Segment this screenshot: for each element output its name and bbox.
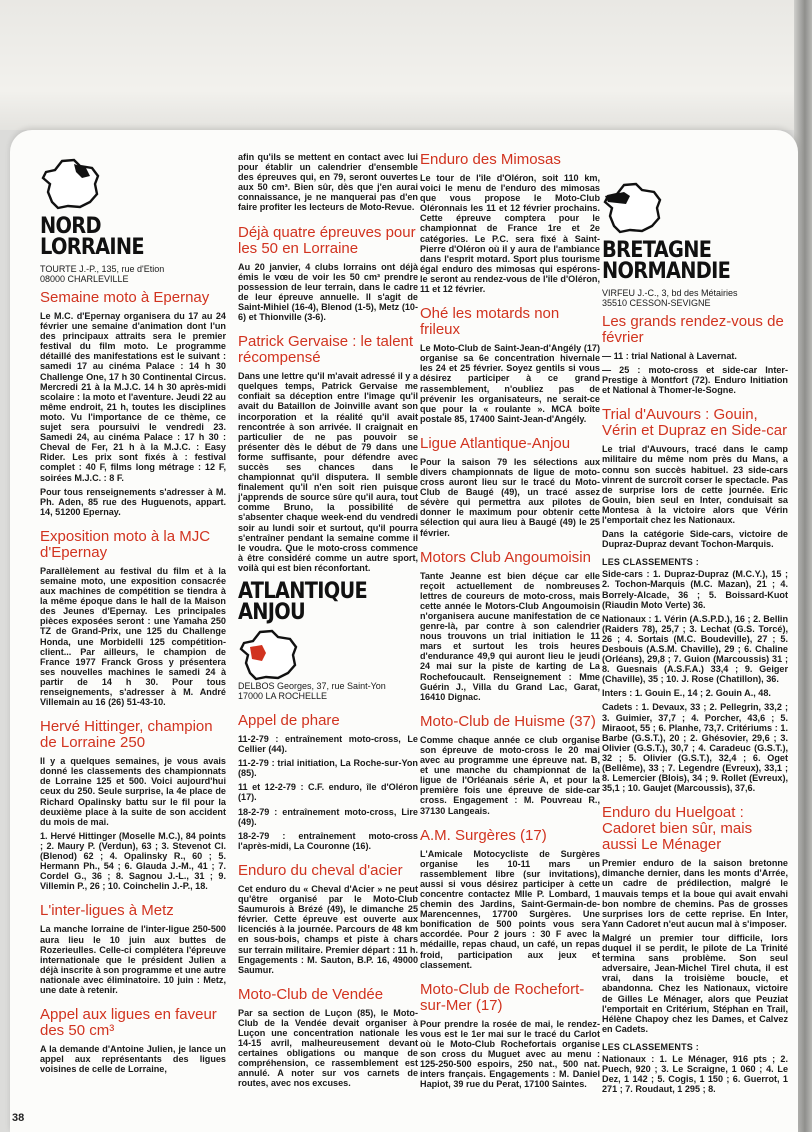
article-title: Appel de phare [238, 712, 340, 729]
article-paragraph: 1. Hervé Hittinger (Moselle M.C.), 84 points ; 2. Maury P. (Verdun), 63 ; 3. Stevenot Cl. (Blenod) 62 ; 4. Opalinsky R., 60 ; 5. Hermann Ph., 54 ; 6. Glauda J.-M., 41 ; 7. Cordel G., 36 ; 8. Sagnou J.-L., 31 ; 9. Villemin P., 26 ; 10. Coinchelin J.-P., 18. [40, 830, 226, 892]
article-title: Exposition moto à la MJC d'Epernay [40, 527, 211, 561]
address-line: VIRFEU J.-C., 3, bd des Métairies [602, 288, 738, 298]
page-top-margin [0, 0, 812, 130]
article-title: Appel aux ligues en faveur des 50 cm³ [40, 1006, 217, 1040]
article-paragraph: L'Amicale Motocycliste de Surgères organise les 10-11 mars un rassemblement libre (sur invitations), aussi si vous désirez participer à cette concentre contactez Mlle P. Lombard, 1 chemin des Jardins, Saint-Germain-de-Marencennes, 17700 Surgères. Une bonification de 500 points vous sera accordée. Pour 2 jours : 30 F avec la médaille, repas chaud, un café, un repas froid, participation aux jeux et classement. [420, 848, 600, 970]
results-paragraph: Inters : 1. Gouin E., 14 ; 2. Gouin A., 48. [602, 688, 771, 699]
article-title: Hervé Hittinger, champion de Lorraine 250 [40, 718, 213, 752]
region-heading: NORD LORRAINE [40, 214, 144, 260]
address-line: TOURTE J.-P., 135, rue d'Etion [40, 264, 165, 274]
article-title: Patrick Gervaise : le talent récompensé [238, 333, 414, 367]
article-title: L'inter-ligues à Metz [40, 902, 174, 920]
article-paragraph: Comme chaque année ce club organise son épreuve de moto-cross le 20 mai avec au programme une épreuve nat. B, et une manche du championnat de la ligue de l'Orléanais série A, et pour la première fois une épreuve de side-car cross. Engagement : M. Pouvreau R., 37130 Langeais. [420, 734, 600, 816]
region-heading: BRETAGNE NORMANDIE [602, 238, 731, 284]
results-heading: LES CLASSEMENTS : [602, 1041, 699, 1052]
continued-paragraph: afin qu'ils se mettent en contact avec lui pour établir un calendrier d'ensemble des épreuves qui, en 79, seront ouvertes aux 50 cm³. Bien sûr, dès que j'en aurai connaissance, je ne manquerai pas d'en faire profiter les lecteurs de Moto-Revue. [238, 152, 418, 213]
article-title: Trial d'Auvours : Gouin, Vérin et Dupraz en Side-car [602, 406, 788, 440]
article-title: Déjà quatre épreuves pour les 50 en Lorraine [238, 223, 416, 257]
article-title: Moto-Club de Vendée [238, 985, 384, 1003]
magazine-page [10, 130, 798, 1132]
article-title: Enduro du Huelgoat : Cadoret bien sûr, mais aussi Le Ménager [602, 804, 753, 854]
calendar-line: 11 et 12-2-79 : C.F. enduro, île d'Oléron (17). [238, 782, 418, 803]
france-map-icon [40, 158, 102, 210]
article-paragraph: Parallèlement au festival du film et à la semaine moto, une exposition consacrée aux machines de compétition se tiendra à la même époque dans le hall de la Maison des Jeunes d'Epernay. Les principales pièces exposées seront : une Yamaha 250 TZ de Grand-Prix, une 125 du Challenge Honda, une Morbidelli 125 compétition-client... Par ailleurs, le champion de France 1977 Franck Gross y présentera ses nouvelles machines le samedi 24 à partir de 14 h 30. Pour tous renseignements, s'adresser à M. André Villemain au 16 (26) 51-43-10. [40, 565, 226, 708]
article-paragraph: Pour prendre la rosée de mai, le rendez-vous est le 1er mai sur le tracé du Carlot où le Moto-Club Rochefortais organise son cross du Muguet avec au menu : 125-250-500 espoirs, 250 nat., 500 nat. inters français. Engagements : M. Daniel Hapiot, 39 rue du Perat, 17100 Saintes. [420, 1018, 600, 1090]
article-title: Enduro des Mimosas [420, 151, 561, 168]
article-paragraph: A la demande d'Antoine Julien, je lance un appel aux représentants des ligues voisines de celle de Lorraine, [40, 1044, 226, 1075]
article-paragraph: Par sa section de Luçon (85), le Moto-Club de la Vendée devait organiser à Luçon une concentration nationale les 14-15 avril, malheureusement devant certaines obligations ou manque de compréhension, ce rassemblement est annulé. A noter sur vos carnets de routes, avec nos excuses. [238, 1007, 418, 1089]
article-title: Ligue Atlantique-Anjou [420, 434, 571, 452]
calendar-line: 11-2-79 : trial initiation, La Roche-sur-Yon (85). [238, 758, 418, 779]
region-heading: ATLANTIQUE ANJOU [238, 579, 367, 625]
article-title: Moto-Club de Rochefort-sur-Mer (17) [420, 980, 585, 1014]
column-middle-right [420, 152, 600, 1093]
page-number: 38 [12, 1112, 25, 1124]
address-line: 17000 LA ROCHELLE [238, 691, 328, 701]
calendar-line: 18-2-79 : entraînement moto-cross, Lire (49). [238, 806, 418, 827]
address-line: 08000 CHARLEVILLE [40, 274, 129, 284]
column-middle-left [238, 152, 418, 1093]
france-map-icon [602, 182, 664, 234]
france-map-icon [238, 629, 300, 681]
results-heading: LES CLASSEMENTS : [602, 557, 699, 568]
article-paragraph: Malgré un premier tour difficile, lors duquel il se perdit, le pilote de La Trinité termina sans problème. Son seul adversaire, Jean-Michel Tirel chuta, il est vrai, dans la troisième boucle, et abandonna. Chez les Nationaux, victoire de Gilles Le Ménager, alors que Peuziat l'emportait en Critérium, Stéphan en Trail, Hélène Chapoy chez les Dames, et Calvez en Cadets. [602, 932, 788, 1034]
address-line: 35510 CESSON-SEVIGNE [602, 298, 711, 308]
article-paragraph: Cet enduro du « Cheval d'Acier » ne peut qu'être organisé par le Moto-Club Saumurois à Brézé (49), le dimanche 25 février. Cette épreuve est ouverte aux licenciés à la journée. Parcours de 48 km en sous-bois, champs et piste à chars sur terrain militaire. Premier départ : 11 h. Engagements : M. Sauton, B.P. 16, 49000 Saumur. [238, 883, 418, 975]
article-paragraph: Le Moto-Club de Saint-Jean-d'Angély (17) organise sa 6e concentration hivernale les 24 et 25 février. Soyez gentils si vous désirez participer à ce grand rassemblement, n'oubliez pas de prévenir les organisateurs, ne serait-ce que pour la « roulante ». MCA boîte postale 85, 17400 Saint-Jean-d'Angély. [420, 343, 600, 424]
results-paragraph: Nationaux : 1. Le Ménager, 916 pts ; 2. Puech, 920 ; 3. Le Scraigne, 1 060 ; 4. Le Dez, 1 142 ; 5. Cogis, 1 150 ; 6. Guerrot, 1 271 ; 7. Roudaut, 1 295 ; 8. [602, 1053, 788, 1095]
article-title: Motors Club Angoumoisin [420, 548, 591, 566]
correspondent-address [40, 264, 226, 284]
article-title: Ohé les motards non frileux [420, 305, 560, 339]
calendar-line: — 11 : trial National à Lavernat. [602, 351, 737, 361]
results-paragraph: Cadets : 1. Devaux, 33 ; 2. Pellegrin, 33,2 ; 3. Guimier, 37,7 ; 4. Porcher, 43,6 ; 5. Miraoot, 55 ; 6. Planhe, 73,7. Critériums : 1. Barbe (G.S.T.), 20 ; 2. Ghésovier, 29,6 ; 3. Olivier (G.S.T.), 30,7 ; 4. Caradeuc (G.S.T.), 32 ; 5. Olivier (G.S.T.), 32,4 ; 6. Oget (Bellême), 33 ; 7. Legendre (Evreux), 33,1 ; 8. Lemercier (Blois), 34 ; 9. Rollet (Evreux), 35,1 ; 10. Gaujet (Marcoussis), 37,6. [602, 702, 788, 794]
article-paragraph: Tante Jeanne est bien déçue car elle reçoit actuellement de nombreuses lettres de coureurs de moto-cross, mais cette année le Motors-Club Angoumoisin n'organisera aucune manifestation de ce genre-là, par contre à son calendrier nous trouvons un trial initiation le 11 mars et surtout les trois heures d'endurance 49,9 qui auront lieu le jeudi 24 mai sur la piste de karting de La Rochefoucault. Renseignement : Mme Guérin J., Villa du Grand Lac, Garat, 16410 Dignac. [420, 570, 600, 702]
article-title: Moto-Club de Huisme (37) [420, 712, 596, 730]
article-paragraph: Le M.C. d'Epernay organisera du 17 au 24 février une semaine d'animation dont l'un des principaux attraits sera le premier festival du film moto. Le programme détaillé des manifestations est le suivant : samedi 17 au cinéma Palace : 14 h 30 Challenge One, 17 h 30 Continental Circus. Mercredi 21 à la M.J.C. 14 h 30 après-midi scolaire : la moto et l'aventure. Jeudi 22 au même endroit, 21 h, toutes les disciplines moto. Vu l'importance de ce thème, ce sujet sera poursuivi le vendredi 23. Samedi 24, au cinéma Palace : 17 h 30 : Cheval de Fer, 21 h à la M.J.C. : Easy Rider. Les prix sont fixés à : festival complet : 40 F, films long métrage : 12 F, soirées M.J.C. : 8 F. [40, 311, 226, 483]
article-title: Les grands rendez-vous de février [602, 313, 784, 346]
article-paragraph: Dans une lettre qu'il m'avait adressé il y a quelques temps, Patrick Gervaise me confiait sa déception entre l'image qu'il avait du Bataillon de Joinville avant son incorporation et la réalité qu'il avait rencontrée à son arrivée. Il craignait en particulier de ne pas pouvoir se présenter dès le début de 79 dans une forme suffisante, pour défendre avec succès ses chances dans le championnat qu'il disputera. Il semble finalement qu'il n'en soit rien puisque j'apprends de source sûre qu'il aura, tout comme Bruno, la possibilité de s'absenter chaque week-end du vendredi soir au lundi soir et surtout, qu'il pourra s'entraîner pendant la semaine comme il le voudra. Que le moto-cross commence à être considéré comme un autre sport, voilà qui est bien réconfortant. [238, 371, 418, 573]
article-title: Semaine moto à Epernay [40, 289, 210, 306]
article-paragraph: Premier enduro de la saison bretonne dimanche dernier, dans les monts d'Arrée, un cadre de prédilection, malgré le mauvais temps et la boue qui avait envahi bon nombre de chemins. Pas de grosses surprises lors de cette reprise. En Inter, Yann Cadoret n'eut aucun mal à s'imposer. [602, 858, 788, 929]
article-paragraph: La manche lorraine de l'inter-ligue 250-500 aura lieu le 10 juin aux buttes de Rozerieulles. Celle-ci complétera l'épreuve internationale que le président Julien a déjà inscrite à son programme et une autre nationale avec éliminatoire. 10 juin : Metz, une date à retenir. [40, 924, 226, 995]
calendar-line: — 25 : moto-cross et side-car Inter-Prestige à Montfort (72). Enduro Initiation et National à Thomer-le-Sogne. [602, 365, 788, 396]
calendar-line: 11-2-79 : entraînement moto-cross, Le Cellier (44). [238, 734, 418, 755]
column-nord-lorraine [40, 158, 226, 1078]
address-line: DELBOS Georges, 37, rue Saint-Yon [238, 681, 386, 691]
article-title: A.M. Surgères (17) [420, 826, 547, 844]
article-title: Enduro du cheval d'acier [238, 861, 403, 879]
results-paragraph: Nationaux : 1. Vérin (A.S.P.D.), 16 ; 2. Bellin (Raiders 78), 25,7 ; 3. Lechat (G.S. Torcé), 26 ; 4. Sortais (M.C. Boudeville), 27 ; 5. Desbouis (A.S.M. Chaville), 29 ; 6. Chaline (Orléans), 29,8 ; 7. Guion (Marcoussis) 31 ; 8. Guesnais (A.S.F.A.) 33,4 ; 9. Geiger (Chaville), 35 ; 10. J. Rose (Chatillon), 36. [602, 613, 788, 685]
article-paragraph: Pour tous renseignements s'adresser à M. Ph. Aden, 85 rue des Huguenots, appart. 14, 51200 Epernay. [40, 486, 226, 517]
article-paragraph: Pour la saison 79 les sélections aux divers championnats de ligue de moto-cross auront lieu sur le tracé du Moto-Club de Baugé (49), un tracé assez sévère qui permettra aux pilotes de donner le maximum pour obtenir cette sélection qui aura lieu à Baugé (49) le 25 février. [420, 456, 600, 538]
correspondent-address [238, 681, 418, 701]
article-paragraph: Au 20 janvier, 4 clubs lorrains ont déjà émis le vœu de voir les 50 cm³ prendre possession de leur terrain, dans le cadre de leur épreuve annuelle. Il s'agit de Saint-Mihiel (16-4), Blenod (1-5), Metz (10-6) et Thionville (3-6). [238, 261, 418, 323]
correspondent-address [602, 288, 788, 308]
article-paragraph: Le tour de l'île d'Oléron, soit 110 km, voici le menu de l'enduro des mimosas que vous propose le Moto-Club Oléronnais les 11 et 12 février prochains. Cette épreuve comptera pour le championnat de France 1re et 2e catégories. Le P.C. sera fixé à Saint-Pierre d'Oléron où il y aura de l'ambiance dans l'esprit motard. Sport plus tourisme égal enduro des mimosas qui espérons-le seront au rendez-vous de l'île d'Oléron, 11 et 12 février. [420, 173, 600, 295]
calendar-line: 18-2-79 : entraînement moto-cross l'après-midi, La Couronne (16). [238, 830, 418, 851]
article-paragraph: Le trial d'Auvours, tracé dans le camp militaire du même nom près du Mans, a connu son succès habituel. 23 side-cars vinrent de surcroît corser le spectacle. Pas de surprise lors de cette journée. Eric Gouin, bien seul en Inter, conduisait sa Montesa à la victoire alors que Vérin l'emportait chez les Nationaux. [602, 444, 788, 526]
results-paragraph: Side-cars : 1. Dupraz-Dupraz (M.C.Y.), 15 ; 2. Tochon-Marquis (M.C. Mazan), 21 ; 4. Borrely-Alcade, 36 ; 5. Boissard-Kuot (Riaudin Moto Verte) 36. [602, 569, 788, 610]
article-paragraph: Dans la catégorie Side-cars, victoire de Dupraz-Dupraz devant Tochon-Marquis. [602, 529, 788, 550]
article-paragraph: Il y a quelques semaines, je vous avais donné les classements des championnats de Lorraine 125 et 500. Voici aujourd'hui ceux du 250. Seule surprise, la 4e place de Richard Opalinsky battu sur le fil pour la deuxième place à la suite de son accident du mois de mai. [40, 756, 226, 827]
column-bretagne-normandie [602, 182, 788, 1098]
